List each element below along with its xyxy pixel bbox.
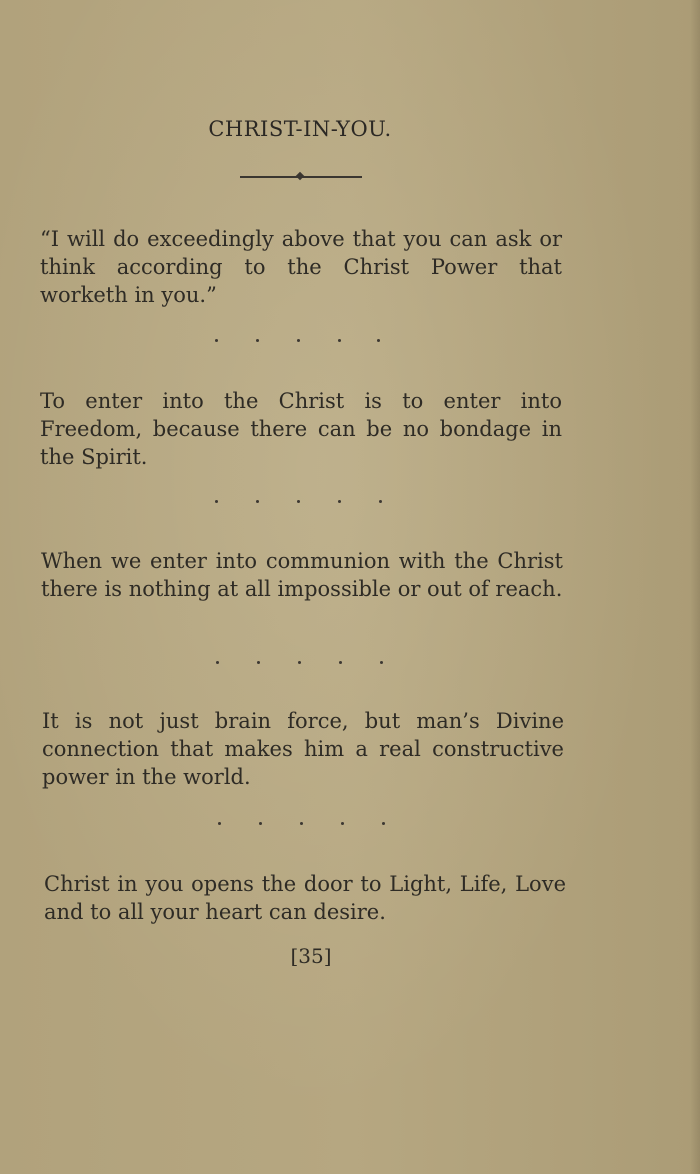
dot-separator-1 <box>212 339 392 345</box>
page-number: [35] <box>290 944 332 968</box>
paragraph-5: Christ in you opens the door to Light, Life, Love and to all your heart can desire. <box>44 872 566 924</box>
dot-separator-3 <box>212 661 392 667</box>
paragraph-1: “I will do exceedingly above that you can ask or think according to the Christ Power that worketh in you.” <box>40 227 562 307</box>
paragraph-2: To enter into the Christ is to enter into Freedom, because there can be no bondage in the Spirit. <box>40 389 562 469</box>
paragraph-4: It is not just brain force, but man’s Divine connection that makes him a real constructive power in the world. <box>42 709 564 789</box>
dot-separator-2 <box>212 500 392 506</box>
paragraph-3: When we enter into communion with the Christ there is nothing at all impossible or out of reach. <box>41 549 563 601</box>
dot-separator-4 <box>212 822 392 828</box>
page-edge-shadow <box>690 0 700 1174</box>
title-ornament <box>240 176 362 178</box>
chapter-title: CHRIST-IN-YOU. <box>208 117 392 141</box>
